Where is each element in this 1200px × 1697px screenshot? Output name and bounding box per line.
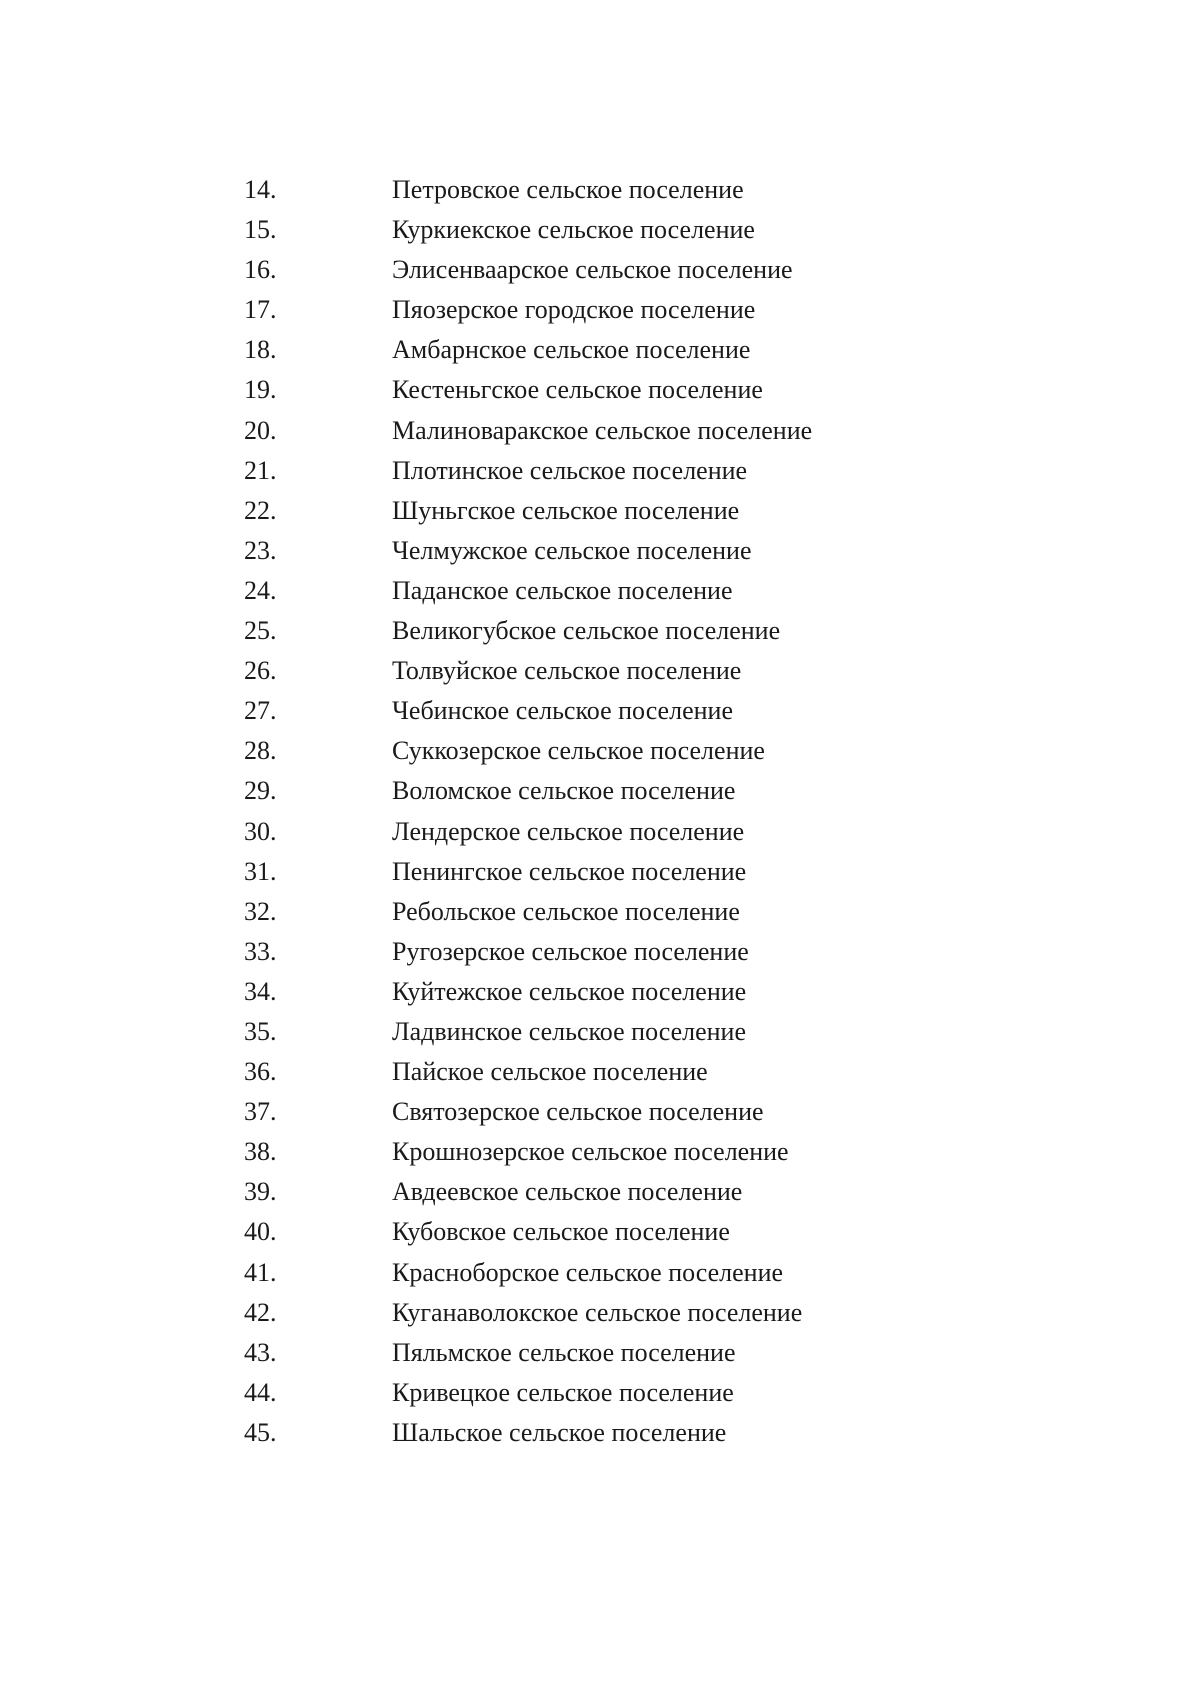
item-number: 37. (244, 1097, 277, 1127)
item-name: Кривецкое сельское поселение (392, 1377, 734, 1407)
item-number: 25. (244, 616, 277, 646)
item-number: 43. (244, 1337, 277, 1367)
item-number: 18. (244, 335, 277, 365)
list-item (244, 571, 812, 611)
list-item (244, 370, 812, 410)
item-name: Челмужское сельское поселение (392, 535, 752, 565)
item-name: Пяозерское городское поселение (392, 295, 756, 325)
item-name: Шальское сельское поселение (392, 1417, 727, 1447)
item-name: Куйтежское сельское поселение (392, 976, 747, 1006)
item-name: Шуньгское сельское поселение (392, 495, 740, 525)
item-name: Паданское сельское поселение (392, 575, 733, 605)
list-item (244, 1333, 812, 1373)
list-item (244, 932, 812, 972)
item-number: 15. (244, 215, 277, 245)
list-item (244, 170, 812, 210)
list-item (244, 892, 812, 932)
item-name: Великогубское сельское поселение (392, 616, 781, 646)
list-item (244, 1052, 812, 1092)
item-number: 27. (244, 696, 277, 726)
list-item (244, 1253, 812, 1293)
list-item (244, 731, 812, 771)
item-number: 21. (244, 455, 277, 485)
item-number: 36. (244, 1057, 277, 1087)
item-name: Пайское сельское поселение (392, 1057, 708, 1087)
item-number: 31. (244, 856, 277, 886)
item-number: 33. (244, 936, 277, 966)
item-name: Ругозерское сельское поселение (392, 936, 749, 966)
item-number: 30. (244, 816, 277, 846)
item-name: Красноборское сельское поселение (392, 1257, 784, 1287)
list-item (244, 651, 812, 691)
list-item (244, 1373, 812, 1413)
list-item (244, 250, 812, 290)
item-name: Пяльмское сельское поселение (392, 1337, 736, 1367)
item-name: Крошнозерское сельское поселение (392, 1137, 789, 1167)
item-number: 39. (244, 1177, 277, 1207)
item-name: Кестеньгское сельское поселение (392, 375, 763, 405)
list-item (244, 1092, 812, 1132)
item-name: Плотинское сельское поселение (392, 455, 748, 485)
list-item (244, 852, 812, 892)
item-number: 26. (244, 656, 277, 686)
item-name: Элисенваарское сельское поселение (392, 255, 793, 285)
item-name: Авдеевское сельское поселение (392, 1177, 743, 1207)
list-item (244, 1132, 812, 1172)
item-number: 40. (244, 1217, 277, 1247)
item-name: Петровское сельское поселение (392, 175, 744, 204)
list-item (244, 411, 812, 451)
list-item (244, 771, 812, 811)
item-name: Кубовское сельское поселение (392, 1217, 730, 1247)
list-item (244, 1293, 812, 1333)
item-name: Куркиекское сельское поселение (392, 215, 755, 245)
list-item (244, 1172, 812, 1212)
list-item (244, 491, 812, 531)
item-number: 32. (244, 896, 277, 926)
list-item (244, 691, 812, 731)
item-number: 42. (244, 1297, 277, 1327)
item-name: Амбарнское сельское поселение (392, 335, 751, 365)
list-item (244, 451, 812, 491)
item-name: Святозерское сельское поселение (392, 1097, 764, 1127)
item-number: 44. (244, 1377, 277, 1407)
item-number: 34. (244, 976, 277, 1006)
item-name: Пенингское сельское поселение (392, 856, 747, 886)
list-item (244, 611, 812, 651)
item-number: 41. (244, 1257, 277, 1287)
item-number: 45. (244, 1417, 277, 1447)
item-number: 28. (244, 736, 277, 766)
item-name: Ребольское сельское поселение (392, 896, 740, 926)
list-item (244, 290, 812, 330)
item-name: Чебинское сельское поселение (392, 696, 733, 726)
item-number: 16. (244, 255, 277, 285)
settlement-list (244, 170, 812, 1453)
list-item (244, 1012, 812, 1052)
list-item (244, 1413, 812, 1453)
item-name: Малиноваракское сельское поселение (392, 415, 813, 445)
list-item (244, 812, 812, 852)
item-name: Толвуйское сельское поселение (392, 656, 742, 686)
item-number: 22. (244, 495, 277, 525)
list-item (244, 972, 812, 1012)
list-item (244, 1212, 812, 1252)
item-number: 23. (244, 535, 277, 565)
item-number: 24. (244, 575, 277, 605)
item-name: Воломское сельское поселение (392, 776, 736, 806)
item-number: 19. (244, 375, 277, 405)
item-name: Куганаволокское сельское поселение (392, 1297, 803, 1327)
item-name: Ладвинское сельское поселение (392, 1016, 746, 1046)
item-number: 35. (244, 1016, 277, 1046)
item-number: 17. (244, 295, 277, 325)
item-name: Лендерское сельское поселение (392, 816, 745, 846)
item-number: 29. (244, 776, 277, 806)
list-item (244, 210, 812, 250)
item-number: 14. (244, 175, 277, 204)
item-number: 20. (244, 415, 277, 445)
item-name: Суккозерское сельское поселение (392, 736, 765, 766)
list-item (244, 531, 812, 571)
item-number: 38. (244, 1137, 277, 1167)
list-item (244, 330, 812, 370)
